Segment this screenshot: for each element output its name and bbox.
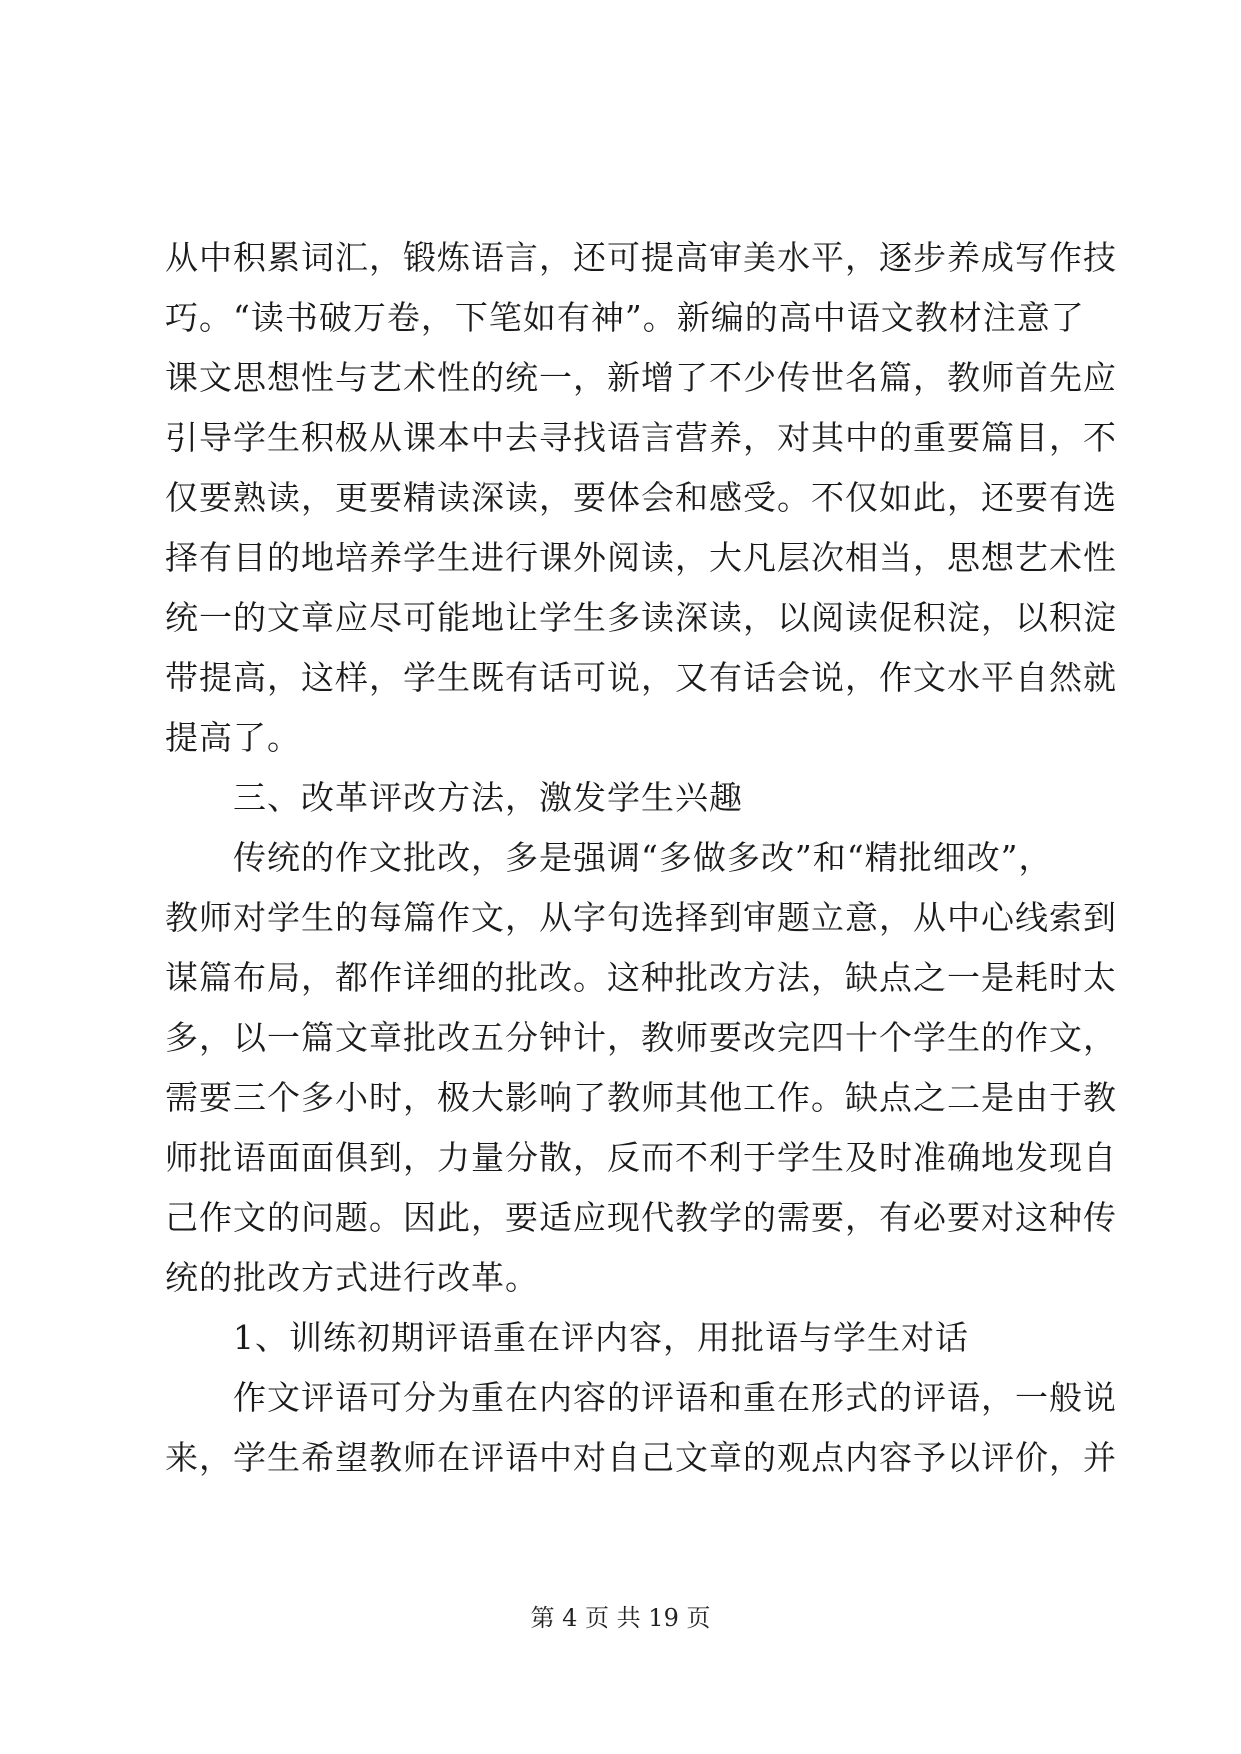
text-line: 带提高，这样，学生既有话可说，又有话会说，作文水平自然就: [165, 658, 1117, 697]
text-line: 作文评语可分为重在内容的评语和重在形式的评语，一般说: [233, 1378, 1117, 1417]
text-line: 谋篇布局，都作详细的批改。这种批改方法，缺点之一是耗时太: [165, 958, 1117, 997]
text-line: 多，以一篇文章批改五分钟计，教师要改完四十个学生的作文，: [165, 1018, 1117, 1057]
text-line: 引导学生积极从课本中去寻找语言营养，对其中的重要篇目，不: [165, 418, 1117, 457]
text-line: 统一的文章应尽可能地让学生多读深读，以阅读促积淀，以积淀: [165, 598, 1117, 637]
subsection-heading: 1、训练初期评语重在评内容，用批语与学生对话: [233, 1318, 969, 1357]
text-line: 教师对学生的每篇作文，从字句选择到审题立意，从中心线索到: [165, 898, 1117, 937]
text-line: 来，学生希望教师在评语中对自己文章的观点内容予以评价，并: [165, 1438, 1117, 1477]
text-line: 巧。“读书破万卷，下笔如有神”。新编的高中语文教材注意了: [165, 298, 1085, 337]
text-line: 课文思想性与艺术性的统一，新增了不少传世名篇，教师首先应: [165, 358, 1117, 397]
text-line: 择有目的地培养学生进行课外阅读，大凡层次相当，思想艺术性: [165, 538, 1117, 577]
text-line: 提高了。: [165, 718, 301, 757]
page-number-footer: 第 4 页 共 19 页: [530, 1604, 711, 1632]
document-body: [165, 228, 1117, 1488]
text-line: 需要三个多小时，极大影响了教师其他工作。缺点之二是由于教: [165, 1078, 1117, 1117]
section-heading: 三、改革评改方法，激发学生兴趣: [233, 778, 743, 817]
text-line: 传统的作文批改，多是强调“多做多改”和“精批细改”，: [233, 838, 1053, 877]
text-line: 从中积累词汇，锻炼语言，还可提高审美水平，逐步养成写作技: [165, 238, 1117, 277]
text-line: 师批语面面俱到，力量分散，反而不利于学生及时准确地发现自: [165, 1138, 1117, 1177]
text-line: 己作文的问题。因此，要适应现代教学的需要，有必要对这种传: [165, 1198, 1117, 1237]
text-line: 统的批改方式进行改革。: [165, 1258, 539, 1297]
text-line: 仅要熟读，更要精读深读，要体会和感受。不仅如此，还要有选: [165, 478, 1117, 517]
